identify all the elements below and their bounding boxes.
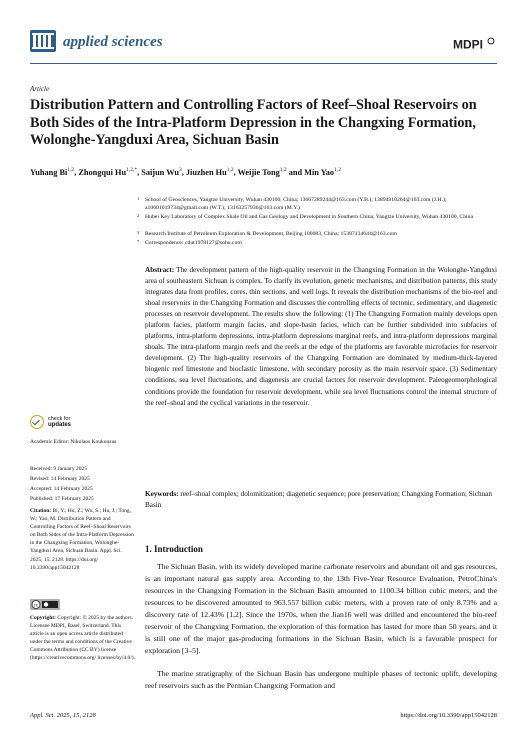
check-updates-icon: [30, 415, 44, 429]
article-title: Distribution Pattern and Controlling Factors of Reef–Shoal Reservoirs on Both Sides of the Intra-Platform Depression in the Changxing Formation, Wolonghe-Yangduxi Area, Sichuan Basin: [30, 97, 477, 148]
citation: Citation: Bi, Y.; Hu, Z.; Wu, S.; Hu, J.; Tong, W.; Yao, M. Distribution Pattern and Controlling Factors of Reef–Shoal Reservoirs on Both Sides of the Intra-Platform Depression in the Changxing Formation, Wolonghe-Yangduxi Area, Sichuan Basin. Appl. Sci. 2025, 15, 2128. https://doi.org/ 10.3390/app15042128: [30, 508, 134, 571]
keywords: Keywords: reef–shoal complex; dolomitization; diagenetic sequence; pore preservation; Changxing Formation; Sichuan Basin: [145, 490, 492, 510]
author[interactable]: Min Yao$^{1,2}$: [304, 167, 341, 177]
intro-paragraph: The Sichuan Basin, with its widely developed marine carbonate reservoirs and abundant oil and gas resources, is an important natural gas supply area. According to the 13th Five-Year Resource Evaluation, PetroChina's resources in the Changxing Formation in the Sichuan Basin amounted to 1100.34 billion cubic meters, and the resources to be discovered amounted to 963.557 billion cubic meters, with a proven rate of only 8.73% and a discovery rate of 12.43% [1,2]. Since the 1970s, when the Jian16 well was drilled and encountered the bio-reef reservoir of the Changxing Formation, the exploration of this formation has lasted for more than 50 years, and it is still one of the major gas-producing formations in the Sichuan Basin, which is a favorable prospect for exploration [3–5].: [145, 562, 497, 655]
author[interactable]: Jiuzhen Hu$^{1,2}$: [185, 167, 234, 177]
abstract: Abstract: The development pattern of the high-quality reservoir in the Changxing Formation in the Wolonghe-Yangduxi area of southeastern Sichuan is complex. To clarify its evolution, genetic mechanisms, and distribution patterns, this study integrates data from profiles, cores, thin sections, and well logs. It reveals the distribution mechanisms of the bio-reef and shoal reservoirs in the Changxing Formation and discusses the controlling effects of tectonic, sedimentary, and diagenetic processes on reservoir development. The results show the following: (1) The Changxing Formation mainly develops open platform facies, platform margin facies, and slope-basin facies, which can be further subdivided into subfacies of platforms, intra-platform depressions, intra-platform depressions marginal reefs, and intra-platform depressions marginal shoals. The intra-platform margin reefs and the reefs at the edge of the platforms are favorable microfacies for reservoir development. (2) The high-quality reservoirs of the Changxing Formation are dominated by medium-thick-layered biogenic reef limestone and bioclastic limestone, with secondary porosity as the main reservoir space. (3) Sedimentary conditions, sea level fluctuations, and diagenesis are crucial factors for reservoir development. Paleogeomorphological conditions provide the foundation for reservoir development, while sea level fluctuations control the internal structure of the reef–shoal and the cyclical variations in the reservoir.: [145, 266, 497, 407]
header-rule: [30, 63, 497, 64]
intro-paragraph: The marine stratigraphy of the Sichuan Basin has undergone multiple phases of tectonic uplift, developing reef reservoirs such as the Permian Changxing Formation and: [145, 669, 497, 690]
author[interactable]: Weijie Tong$^{1,2}$: [237, 167, 287, 177]
section-heading: 1. Introduction: [145, 544, 203, 554]
footer-citation: Appl. Sci. 2025, 15, 2128: [30, 712, 96, 719]
article-type: Article: [30, 85, 50, 93]
revised-date: Revised: 14 February 2025: [30, 476, 90, 482]
doi-link[interactable]: https://doi.org/10.3390/app15042128: [400, 712, 497, 719]
svg-text:cc: cc: [33, 602, 39, 608]
author[interactable]: Saijun Wu$^3$: [141, 167, 182, 177]
svg-text:MDPI: MDPI: [453, 37, 483, 52]
cc-by-license-icon[interactable]: [30, 599, 60, 610]
copyright: Copyright: Copyright: © 2025 by the authors. Licensee MDPI, Basel, Switzerland. This article is an open access article distributed under the terms and conditions of the Creative Commons Attribution (CC BY) license (https://creativecommons.org/ licenses/by/4.0/).: [30, 615, 135, 662]
affiliation: * Correspondence: cdut1978127@sohu.com: [137, 239, 242, 246]
author[interactable]: Yuhang Bi$^{1,2}$: [30, 167, 75, 177]
author-list: Yuhang Bi$^{1,2}$, Zhongqui $Hu^{1,2,*}$, Saijun Wu$^3$, Jiuzhen Hu$^{1,2}$, Weijie Tong$^{1,2}$ and Min Yao$^{1,2}$: [30, 167, 341, 177]
author[interactable]: Zhongqui $Hu^{1,2,*}$: [78, 167, 138, 177]
academic-editor: Academic Editor: Nikolaos Koukouzas: [30, 439, 117, 445]
affiliation: 2 Hubei Key Laboratory of Complex Shale Oil and Gas Geology and Development in Southern China, Yangtze University, Wuhan 430100, China: [137, 213, 474, 220]
received-date: Received: 9 January 2025: [30, 466, 87, 472]
mdpi-logo-icon: [453, 36, 495, 52]
affiliation: 3 Research Institute of Petroleum Exploration & Development, Beijing 100083, China; 15387134644@163.com: [137, 230, 397, 237]
journal-logo-icon: [30, 30, 56, 52]
accepted-date: Accepted: 14 February 2025: [30, 486, 93, 492]
published-date: Published: 17 February 2025: [30, 496, 94, 502]
journal-name: applied sciences: [63, 34, 163, 50]
affiliation: 1 School of Geosciences, Yangtze University, Wuhan 430100, China; 13667289244@163.com (Y.B.); 13894910264@163.com (J.H.); a10601019734@gmail.com (W.T.); 13163257936@163.com (M.Y.): [137, 196, 447, 211]
